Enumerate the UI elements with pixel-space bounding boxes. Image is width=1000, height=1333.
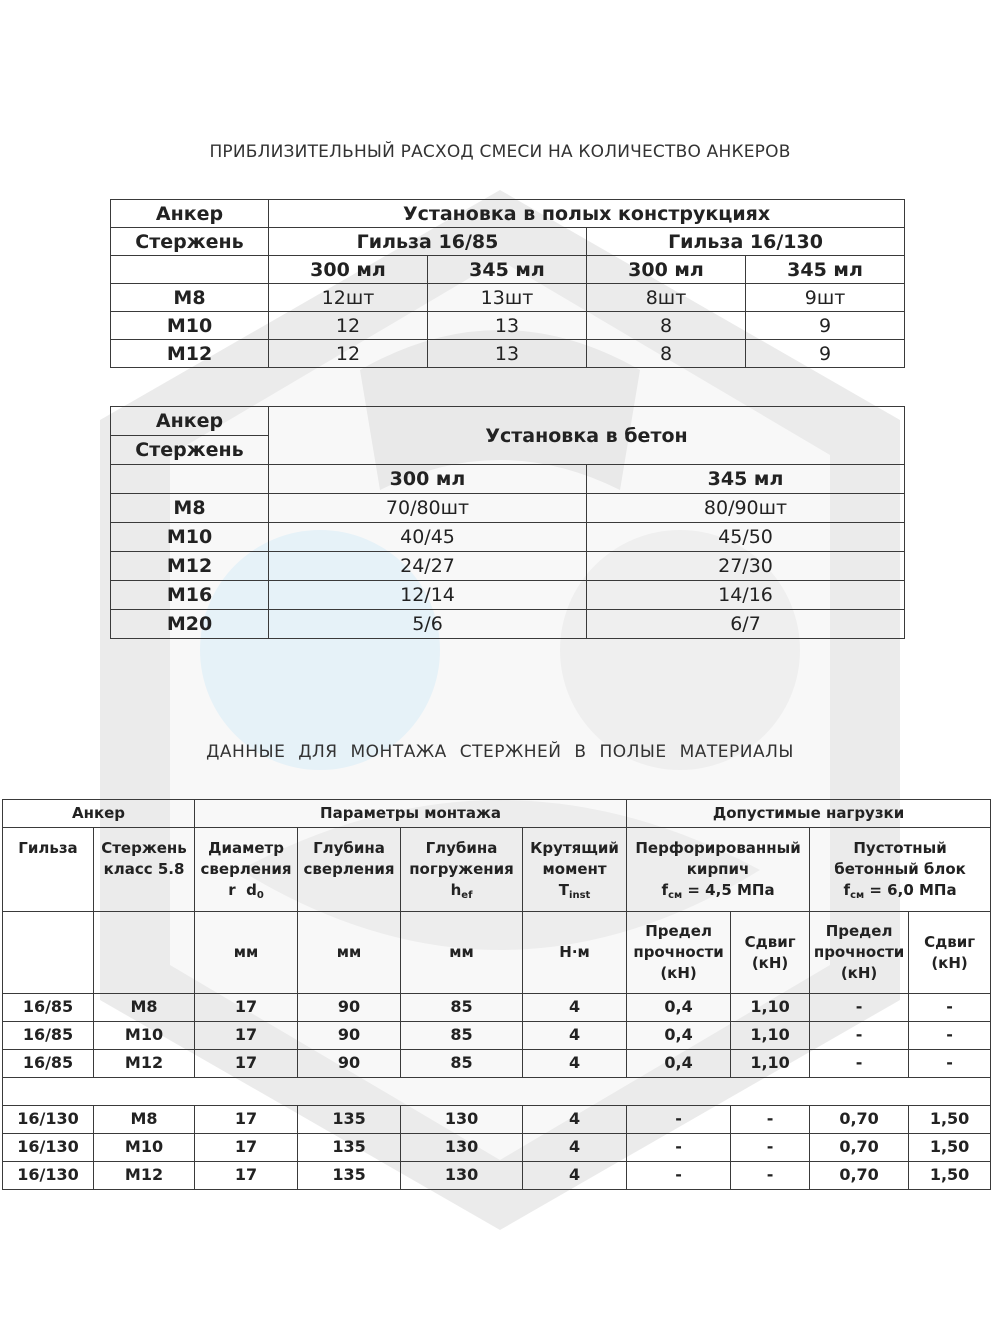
cell: 0,4	[627, 1022, 731, 1050]
cell: 130	[401, 1162, 523, 1190]
cell: 1,50	[909, 1162, 991, 1190]
value-cell: 27/30	[587, 552, 905, 581]
sleeve-16-130-header: Гильза 16/130	[587, 228, 905, 256]
empty-cell	[3, 912, 94, 994]
value-cell: 12	[269, 340, 428, 368]
table-row	[111, 494, 905, 523]
rod-cell: M10	[111, 523, 269, 552]
value-cell: 9шт	[746, 284, 905, 312]
cell: 0,70	[810, 1162, 909, 1190]
value-cell: 8	[587, 340, 746, 368]
cell: 135	[298, 1106, 401, 1134]
table-row	[3, 1162, 991, 1190]
strength-header: Предел прочности (кН)	[810, 912, 909, 994]
rod-cell: M10	[111, 312, 269, 340]
cell: 16/130	[3, 1134, 94, 1162]
empty-cell	[3, 1078, 991, 1106]
volume-header: 345 мл	[428, 256, 587, 284]
embed-depth-header: Глубина погружения $h_{ef}$	[401, 828, 523, 912]
table-row	[3, 1106, 991, 1134]
rod-label: Стержень	[111, 436, 269, 465]
volume-header: 345 мл	[746, 256, 905, 284]
value-cell: 12	[269, 312, 428, 340]
cell: -	[810, 1022, 909, 1050]
rod-cell: M16	[111, 581, 269, 610]
cell: 1,50	[909, 1134, 991, 1162]
cell: -	[909, 994, 991, 1022]
table-row	[111, 610, 905, 639]
mounting-heading: ДАННЫЕ ДЛЯ МОНТАЖА СТЕРЖНЕЙ В ПОЛЫЕ МАТЕРИАЛЫ	[206, 742, 794, 762]
cell: -	[810, 994, 909, 1022]
cell: 130	[401, 1106, 523, 1134]
drill-diameter-header: Диаметр сверления r $d_0$	[195, 828, 298, 912]
table-row	[3, 994, 991, 1022]
cell: M12	[94, 1162, 195, 1190]
value-cell: 40/45	[269, 523, 587, 552]
cell: 17	[195, 1162, 298, 1190]
cell: M8	[94, 994, 195, 1022]
cell: 16/85	[3, 1022, 94, 1050]
cell: 90	[298, 1022, 401, 1050]
cell: -	[909, 1050, 991, 1078]
unit-cell: мм	[298, 912, 401, 994]
unit-cell: Н·м	[523, 912, 627, 994]
cell: -	[731, 1106, 810, 1134]
cell: 85	[401, 1050, 523, 1078]
rod-cell: M20	[111, 610, 269, 639]
value-cell: 13	[428, 340, 587, 368]
consumption-heading: ПРИБЛИЗИТЕЛЬНЫЙ РАСХОД СМЕСИ НА КОЛИЧЕСТВО АНКЕРОВ	[209, 142, 791, 162]
volume-header: 300 мл	[269, 465, 587, 494]
table-row	[111, 581, 905, 610]
cell: 17	[195, 1022, 298, 1050]
value-cell: 24/27	[269, 552, 587, 581]
concrete-consumption-table	[110, 406, 905, 639]
table-row	[111, 340, 905, 368]
cell: 1,10	[731, 1022, 810, 1050]
rod-cell: M12	[111, 340, 269, 368]
mounting-data-table	[2, 799, 991, 1190]
cell: 135	[298, 1134, 401, 1162]
volume-header: 345 мл	[587, 465, 905, 494]
rod-col-header: Стержень класс 5.8	[94, 828, 195, 912]
cell: 85	[401, 994, 523, 1022]
cell: 4	[523, 1134, 627, 1162]
cell: 16/130	[3, 1162, 94, 1190]
cell: -	[731, 1162, 810, 1190]
drill-depth-header: Глубина сверления	[298, 828, 401, 912]
anchor-label: Анкер	[111, 407, 269, 436]
loads-group-header: Допустимые нагрузки	[627, 800, 991, 828]
cell: M10	[94, 1134, 195, 1162]
cell: -	[731, 1134, 810, 1162]
cell: -	[627, 1106, 731, 1134]
cell: 0,70	[810, 1106, 909, 1134]
cell: M8	[94, 1106, 195, 1134]
cell: 4	[523, 1022, 627, 1050]
value-cell: 9	[746, 312, 905, 340]
value-cell: 8шт	[587, 284, 746, 312]
cell: 4	[523, 1106, 627, 1134]
cell: -	[627, 1134, 731, 1162]
cell: 1,10	[731, 1050, 810, 1078]
cell: 17	[195, 1106, 298, 1134]
volume-header: 300 мл	[269, 256, 428, 284]
cell: 90	[298, 1050, 401, 1078]
torque-header: Крутящий момент $T_{inst}$	[523, 828, 627, 912]
empty-cell	[111, 256, 269, 284]
hollow-consumption-table	[110, 199, 905, 368]
cell: -	[627, 1162, 731, 1190]
cell: 1,50	[909, 1106, 991, 1134]
table-row	[111, 523, 905, 552]
value-cell: 5/6	[269, 610, 587, 639]
rod-cell: M8	[111, 284, 269, 312]
cell: 130	[401, 1134, 523, 1162]
hollow-section-title: Установка в полых конструкциях	[269, 200, 905, 228]
cell: 17	[195, 1134, 298, 1162]
cell: 4	[523, 994, 627, 1022]
cell: 90	[298, 994, 401, 1022]
anchor-label: Анкер	[111, 200, 269, 228]
value-cell: 13	[428, 312, 587, 340]
empty-cell	[94, 912, 195, 994]
cell: 0,4	[627, 1050, 731, 1078]
hollow-block-header: Пустотный бетонный блок $f_{см} = 6,0$ МПа	[810, 828, 991, 912]
cell: 4	[523, 1162, 627, 1190]
table-row	[3, 1134, 991, 1162]
cell: -	[909, 1022, 991, 1050]
table-row	[111, 284, 905, 312]
cell: 16/85	[3, 994, 94, 1022]
cell: 17	[195, 994, 298, 1022]
rod-label: Стержень	[111, 228, 269, 256]
rod-cell: M12	[111, 552, 269, 581]
value-cell: 45/50	[587, 523, 905, 552]
cell: 0,70	[810, 1134, 909, 1162]
volume-header: 300 мл	[587, 256, 746, 284]
unit-cell: мм	[195, 912, 298, 994]
value-cell: 9	[746, 340, 905, 368]
cell: M10	[94, 1022, 195, 1050]
value-cell: 80/90шт	[587, 494, 905, 523]
table-row	[111, 552, 905, 581]
shear-header: Сдвиг (кН)	[909, 912, 991, 994]
cell: 1,10	[731, 994, 810, 1022]
unit-cell: мм	[401, 912, 523, 994]
cell: M12	[94, 1050, 195, 1078]
cell: -	[810, 1050, 909, 1078]
anchor-group-header: Анкер	[3, 800, 195, 828]
value-cell: 70/80шт	[269, 494, 587, 523]
value-cell: 14/16	[587, 581, 905, 610]
value-cell: 6/7	[587, 610, 905, 639]
separator-row	[3, 1078, 991, 1106]
rod-cell: M8	[111, 494, 269, 523]
concrete-section-title: Установка в бетон	[269, 407, 905, 465]
empty-cell	[111, 465, 269, 494]
sleeve-col-header: Гильза	[3, 828, 94, 912]
strength-header: Предел прочности (кН)	[627, 912, 731, 994]
table-row	[3, 1022, 991, 1050]
params-group-header: Параметры монтажа	[195, 800, 627, 828]
value-cell: 8	[587, 312, 746, 340]
value-cell: 13шт	[428, 284, 587, 312]
shear-header: Сдвиг (кН)	[731, 912, 810, 994]
value-cell: 12шт	[269, 284, 428, 312]
cell: 0,4	[627, 994, 731, 1022]
value-cell: 12/14	[269, 581, 587, 610]
perforated-brick-header: Перфорированный кирпич $f_{см} = 4,5$ МПа	[627, 828, 810, 912]
cell: 17	[195, 1050, 298, 1078]
sleeve-16-85-header: Гильза 16/85	[269, 228, 587, 256]
cell: 16/85	[3, 1050, 94, 1078]
cell: 85	[401, 1022, 523, 1050]
table-row	[111, 312, 905, 340]
cell: 135	[298, 1162, 401, 1190]
table-row	[3, 1050, 991, 1078]
cell: 16/130	[3, 1106, 94, 1134]
cell: 4	[523, 1050, 627, 1078]
